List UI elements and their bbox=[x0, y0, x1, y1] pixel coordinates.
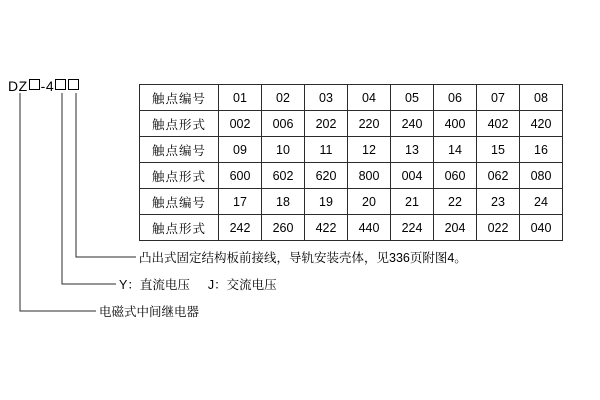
model-code-prefix: DZ bbox=[8, 78, 28, 94]
table-cell: 03 bbox=[305, 85, 348, 111]
table-cell: 080 bbox=[520, 163, 563, 189]
model-code-label bbox=[8, 78, 80, 94]
table-cell: 620 bbox=[305, 163, 348, 189]
table-cell: 440 bbox=[348, 215, 391, 241]
table-cell: 12 bbox=[348, 137, 391, 163]
table-row bbox=[140, 215, 563, 241]
table-cell: 060 bbox=[434, 163, 477, 189]
table-cell: 422 bbox=[305, 215, 348, 241]
table-row bbox=[140, 85, 563, 111]
table-cell: 002 bbox=[219, 111, 262, 137]
table-cell: 08 bbox=[520, 85, 563, 111]
table-cell: 13 bbox=[391, 137, 434, 163]
table-cell: 22 bbox=[434, 189, 477, 215]
annotation-structure: 凸出式固定结构板前接线，导轨安装壳体，见336页附图4。 bbox=[139, 251, 467, 265]
row-header: 触点形式 bbox=[140, 163, 219, 189]
table-cell: 040 bbox=[520, 215, 563, 241]
table-cell: 06 bbox=[434, 85, 477, 111]
table-cell: 420 bbox=[520, 111, 563, 137]
contact-table bbox=[139, 84, 563, 241]
table-cell: 202 bbox=[305, 111, 348, 137]
table-cell: 15 bbox=[477, 137, 520, 163]
table-cell: 004 bbox=[391, 163, 434, 189]
table-row bbox=[140, 137, 563, 163]
row-header: 触点编号 bbox=[140, 189, 219, 215]
model-code-box-3 bbox=[68, 79, 79, 90]
table-cell: 14 bbox=[434, 137, 477, 163]
table-cell: 04 bbox=[348, 85, 391, 111]
table-cell: 10 bbox=[262, 137, 305, 163]
table-cell: 220 bbox=[348, 111, 391, 137]
table-cell: 17 bbox=[219, 189, 262, 215]
table-cell: 242 bbox=[219, 215, 262, 241]
row-header: 触点形式 bbox=[140, 215, 219, 241]
contact-table-body bbox=[140, 85, 563, 241]
table-cell: 20 bbox=[348, 189, 391, 215]
table-cell: 24 bbox=[520, 189, 563, 215]
table-cell: 260 bbox=[262, 215, 305, 241]
table-cell: 800 bbox=[348, 163, 391, 189]
table-cell: 21 bbox=[391, 189, 434, 215]
row-header: 触点编号 bbox=[140, 137, 219, 163]
table-cell: 02 bbox=[262, 85, 305, 111]
annotation-voltage-dc: Y：直流电压 bbox=[119, 278, 190, 292]
table-cell: 11 bbox=[305, 137, 348, 163]
annotation-voltage-ac: J：交流电压 bbox=[207, 278, 277, 292]
table-row bbox=[140, 111, 563, 137]
annotation-relay-type: 电磁式中间继电器 bbox=[99, 305, 200, 319]
annotation-voltage bbox=[119, 278, 277, 293]
table-row bbox=[140, 163, 563, 189]
model-code-middle: -4 bbox=[40, 78, 55, 94]
table-cell: 022 bbox=[477, 215, 520, 241]
table-cell: 400 bbox=[434, 111, 477, 137]
table-cell: 07 bbox=[477, 85, 520, 111]
table-cell: 204 bbox=[434, 215, 477, 241]
table-cell: 16 bbox=[520, 137, 563, 163]
table-cell: 224 bbox=[391, 215, 434, 241]
table-cell: 062 bbox=[477, 163, 520, 189]
table-cell: 23 bbox=[477, 189, 520, 215]
table-cell: 006 bbox=[262, 111, 305, 137]
table-cell: 402 bbox=[477, 111, 520, 137]
table-cell: 18 bbox=[262, 189, 305, 215]
contact-table-wrapper bbox=[139, 84, 563, 241]
table-cell: 240 bbox=[391, 111, 434, 137]
row-header: 触点形式 bbox=[140, 111, 219, 137]
table-row bbox=[140, 189, 563, 215]
table-cell: 600 bbox=[219, 163, 262, 189]
model-code-box-1 bbox=[29, 79, 40, 90]
table-cell: 05 bbox=[391, 85, 434, 111]
model-code-box-2 bbox=[55, 79, 66, 90]
table-cell: 09 bbox=[219, 137, 262, 163]
table-cell: 01 bbox=[219, 85, 262, 111]
row-header: 触点编号 bbox=[140, 85, 219, 111]
table-cell: 19 bbox=[305, 189, 348, 215]
table-cell: 602 bbox=[262, 163, 305, 189]
